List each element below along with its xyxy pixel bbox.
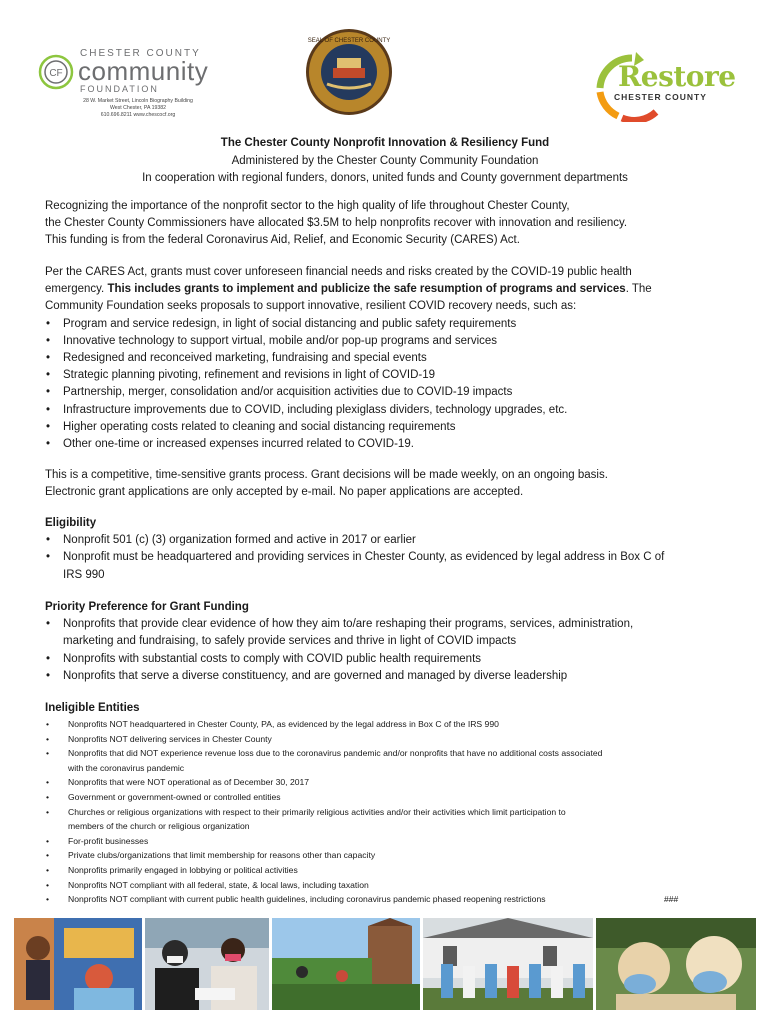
cares-emphasis: This includes grants to implement and publicize the safe resumption of programs and services [107, 283, 626, 296]
process-line: This is a competitive, time-sensitive grants process. Grant decisions will be made weekly, on an ongoing basis. [45, 469, 608, 481]
list-item: • Partnership, merger, consolidation and/or acquisition activities due to COVID-19 impacts [45, 384, 725, 401]
cares-section [45, 264, 725, 453]
list-item-continuation [45, 633, 725, 650]
ccf-address [58, 98, 218, 119]
ccf-logo-line1: CHESTER COUNTY [80, 48, 201, 59]
ccf-address-line: 610.696.8211 www.chescocf.org [100, 112, 176, 118]
list-item: • For-profit businesses [45, 834, 725, 849]
process-paragraph [45, 467, 725, 501]
end-mark: ### [664, 894, 679, 904]
ccf-logo [38, 44, 238, 124]
ccf-address-line: 28 W. Market Street, Lincoln Biography Building [83, 98, 193, 104]
cares-line: Community Foundation seeks proposals to support innovative, resilient COVID recovery needs, such as: [45, 300, 577, 313]
photo-garden-church [272, 918, 420, 1010]
list-item: • Program and service redesign, in light of social distancing and public safety requirements [45, 316, 725, 333]
list-item: • Nonprofits that provide clear evidence of how they aim to/are reshaping their programs, services, administration, [45, 616, 725, 633]
process-line: Electronic grant applications are only accepted by e-mail. No paper applications are accepted. [45, 486, 524, 499]
list-item: • Government or government-owned or controlled entities [45, 790, 725, 805]
priority-list [45, 616, 725, 685]
list-item: • Nonprofits primarily engaged in lobbying or political activities [45, 863, 725, 878]
restore-logo [594, 52, 736, 122]
list-item: • Innovative technology to support virtual, mobile and/or pop-up programs and services [45, 333, 725, 350]
eligibility-list [45, 532, 725, 584]
photo-masked-students [145, 918, 269, 1010]
list-item: • Nonprofit must be headquartered and providing services in Chester County, as evidenced by legal address in Box C of [45, 549, 725, 566]
photo-strip [14, 918, 756, 1010]
intro-paragraph [45, 198, 725, 250]
list-item: • Nonprofit 501 (c) (3) organization formed and active in 2017 or earlier [45, 532, 725, 549]
cares-text: . The [625, 283, 652, 296]
ineligible-list [45, 717, 725, 907]
photo-masked-dogs [596, 918, 756, 1010]
continuation-text: IRS 990 [63, 568, 105, 581]
eligibility-heading: Eligibility [45, 517, 97, 529]
list-item-continuation [45, 819, 725, 834]
list-item: • Churches or religious organizations with respect to their primarily religious activities and/or their activities which limit participation to [45, 805, 725, 820]
intro-line: This funding is from the federal Coronavirus Aid, Relief, and Economic Security (CARES) Act. [45, 234, 520, 247]
cares-text: emergency. [45, 283, 108, 296]
priority-section [45, 599, 725, 685]
list-item: • Nonprofits that did NOT experience revenue loss due to the coronavirus pandemic and/or nonprofits that have no additional costs associated [45, 746, 725, 761]
ineligible-heading: Ineligible Entities [45, 702, 140, 714]
list-item: • Nonprofits with substantial costs to comply with COVID public health requirements [45, 651, 725, 668]
list-item: • Other one-time or increased expenses incurred related to COVID-19. [45, 436, 725, 453]
list-item: • Nonprofits NOT compliant with current public health guidelines, including coronavirus pandemic phased reopening restrictions [45, 892, 725, 907]
intro-line: the Chester County Commissioners have allocated $3.5M to help nonprofits recover with innovation and resiliency. [45, 217, 628, 230]
cares-list [45, 316, 725, 454]
list-item-continuation [45, 761, 725, 776]
photo-volunteers-house [423, 918, 593, 1010]
page-title: The Chester County Nonprofit Innovation & Resiliency Fund [220, 137, 550, 149]
list-item-continuation [45, 567, 725, 584]
seal-label: SEAL OF CHESTER COUNTY [307, 38, 391, 44]
subtitle-administered: Administered by the Chester County Community Foundation [231, 154, 539, 167]
cares-line [45, 281, 725, 298]
ineligible-section [45, 700, 725, 907]
priority-heading: Priority Preference for Grant Funding [45, 601, 249, 613]
restore-word: Restore [618, 60, 736, 93]
continuation-text: with the coronavirus pandemic [68, 762, 185, 773]
ineligible-list-wrap [45, 717, 725, 907]
continuation-text: members of the church or religious organization [68, 821, 250, 832]
cares-line: Per the CARES Act, grants must cover unforeseen financial needs and risks created by the COVID-19 public health [45, 266, 632, 278]
list-item: • Higher operating costs related to cleaning and social distancing requirements [45, 419, 725, 436]
ccf-logo-line2: community [78, 56, 209, 86]
list-item: • Private clubs/organizations that limit membership for reasons other than capacity [45, 848, 725, 863]
list-item: • Redesigned and reconceived marketing, fundraising and special events [45, 350, 725, 367]
subtitle-cooperation: In cooperation with regional funders, donors, united funds and County government departments [142, 172, 628, 184]
eligibility-section [45, 515, 725, 584]
continuation-text: marketing and fundraising, to safely provide services and thrive in light of COVID impacts [63, 635, 517, 648]
photo-mural [14, 918, 142, 1010]
list-item: • Infrastructure improvements due to COVID, including plexiglass dividers, technology upgrades, etc. [45, 402, 725, 419]
intro-line: Recognizing the importance of the nonprofit sector to the high quality of life throughout Chester County, [45, 200, 570, 212]
restore-county: CHESTER COUNTY [614, 92, 707, 102]
list-item: • Strategic planning pivoting, refinement and revisions in light of COVID-19 [45, 367, 725, 384]
list-item: • Nonprofits that were NOT operational as of December 30, 2017 [45, 775, 725, 790]
list-item: • Nonprofits NOT compliant with all federal, state, & local laws, including taxation [45, 878, 725, 893]
ccf-address-line: West Chester, PA 19382 [109, 105, 167, 111]
ccf-logo-line3: FOUNDATION [80, 84, 159, 94]
list-item: • Nonprofits that serve a diverse constituency, and are governed and managed by diverse leadership [45, 668, 725, 685]
list-item: • Nonprofits NOT headquartered in Chester County, PA, as evidenced by the legal address in Box C of the IRS 990 [45, 717, 725, 732]
ccf-mark-icon [38, 54, 74, 90]
svg-text:CF: CF [49, 68, 63, 79]
list-item: • Nonprofits NOT delivering services in Chester County [45, 732, 725, 747]
title-block [0, 135, 770, 188]
county-seal [305, 28, 393, 116]
